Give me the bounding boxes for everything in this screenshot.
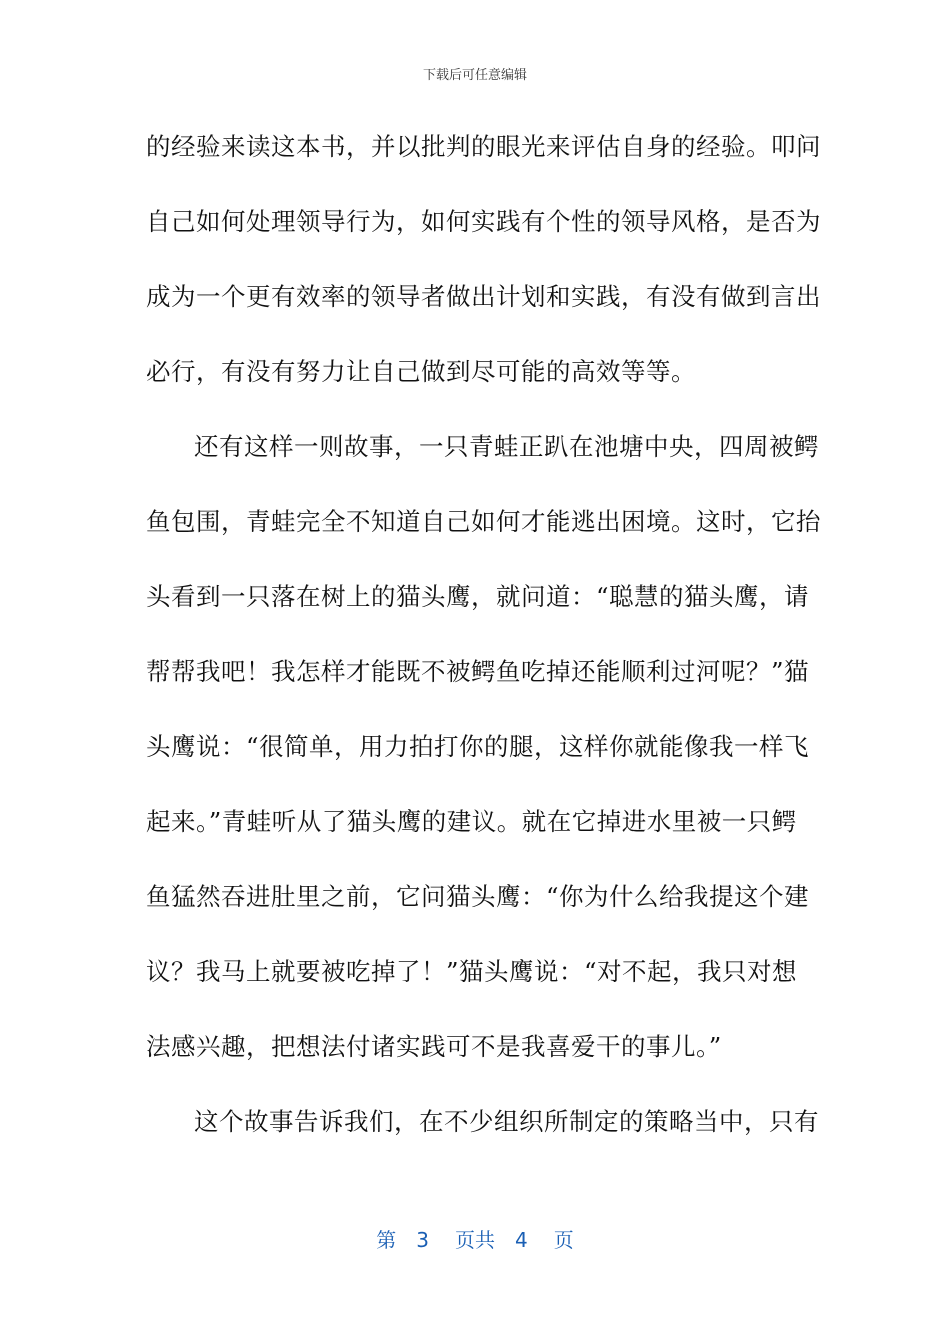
text-line: 头看到一只落在树上的猫头鹰，就问道：“聪慧的猫头鹰，请	[146, 582, 810, 611]
text-line: 起来。”青蛙听从了猫头鹰的建议。就在它掉进水里被一只鳄	[146, 807, 797, 836]
text-line: 自己如何处理领导行为，如何实践有个性的领导风格，是否为	[146, 207, 821, 236]
current-page-number: 3	[416, 1228, 429, 1252]
text-line: 法感兴趣，把想法付诸实践可不是我喜爱干的事儿。”	[146, 1032, 722, 1061]
document-body	[146, 118, 821, 1168]
footer-suffix: 页	[553, 1228, 574, 1252]
text-line: 必行，有没有努力让自己做到尽可能的高效等等。	[146, 357, 696, 386]
text-line: 成为一个更有效率的领导者做出计划和实践，有没有做到言出	[146, 282, 821, 311]
text-line: 帮帮我吧！我怎样才能既不被鳄鱼吃掉还能顺利过河呢？”猫	[146, 657, 810, 686]
page-footer	[0, 1224, 950, 1253]
text-line: 鱼猛然吞进肚里之前，它问猫头鹰：“你为什么给我提这个建	[146, 882, 810, 911]
text-line: 这个故事告诉我们，在不少组织所制定的策略当中，只有	[194, 1107, 819, 1136]
footer-middle: 页共	[455, 1228, 495, 1252]
total-pages-number: 4	[515, 1228, 528, 1252]
footer-prefix: 第	[376, 1228, 397, 1252]
text-line: 鱼包围，青蛙完全不知道自己如何才能逃出困境。这时，它抬	[146, 507, 821, 536]
text-line: 议？我马上就要被吃掉了！”猫头鹰说：“对不起，我只对想	[146, 957, 798, 986]
page-header: 下载后可任意编辑	[422, 68, 527, 83]
text-line: 头鹰说：“很简单，用力拍打你的腿，这样你就能像我一样飞	[146, 732, 810, 761]
text-line: 的经验来读这本书，并以批判的眼光来评估自身的经验。叩问	[146, 132, 821, 161]
text-line: 还有这样一则故事，一只青蛙正趴在池塘中央，四周被鳄	[194, 432, 819, 461]
